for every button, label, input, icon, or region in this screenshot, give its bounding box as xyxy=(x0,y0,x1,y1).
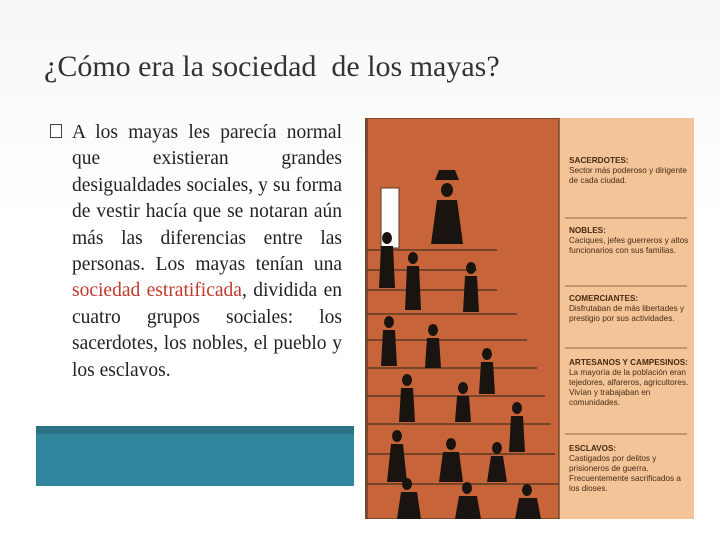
teal-decorative-box xyxy=(36,426,354,486)
square-bullet-icon xyxy=(50,124,62,138)
slide-title: ¿Cómo era la sociedad de los mayas? xyxy=(44,50,500,83)
paragraph-part-1: A los mayas les parecía normal que existieran grandes desigualdades sociales, y su forma de vestir hacía que se notaran aún más las diferencias entre las personas. Los mayas tenían una xyxy=(72,122,342,276)
level-heading: COMERCIANTES: xyxy=(569,294,639,303)
level-text: La mayoría de la población eran tejedores, alfareros, agricultores. Vivían y trabajaban en comunidades. xyxy=(569,368,689,407)
level-heading: NOBLES: xyxy=(569,226,606,235)
level-text: Castigados por delitos y prisioneros de guerra. Frecuentemente sacrificados a los dioses. xyxy=(569,454,681,493)
level-text: Disfrutaban de más libertades y prestigio por sus actividades. xyxy=(569,304,685,323)
level-label-sacerdotes xyxy=(569,156,689,186)
level-text: Caciques, jefes guerreros y altos funcionarios con sus familias. xyxy=(569,236,689,255)
paragraph-highlight: sociedad estratificada xyxy=(72,280,242,302)
level-label-esclavos xyxy=(569,444,689,494)
level-heading: SACERDOTES: xyxy=(569,156,629,165)
level-label-comerciantes xyxy=(569,294,689,324)
level-label-artesanos xyxy=(569,358,689,408)
bullet-paragraph xyxy=(50,120,342,384)
level-heading: ESCLAVOS: xyxy=(569,444,617,453)
level-heading: ARTESANOS Y CAMPESINOS: xyxy=(569,358,688,367)
paragraph-part-2: , dividida en cuatro grupos sociales: los sacerdotes, los nobles, el pueblo y los esclavos. xyxy=(72,280,342,381)
level-text: Sector más poderoso y dirigente de cada ciudad. xyxy=(569,166,687,185)
level-label-nobles xyxy=(569,226,689,256)
maya-social-pyramid-image xyxy=(365,118,694,519)
body-text-block xyxy=(50,120,342,384)
